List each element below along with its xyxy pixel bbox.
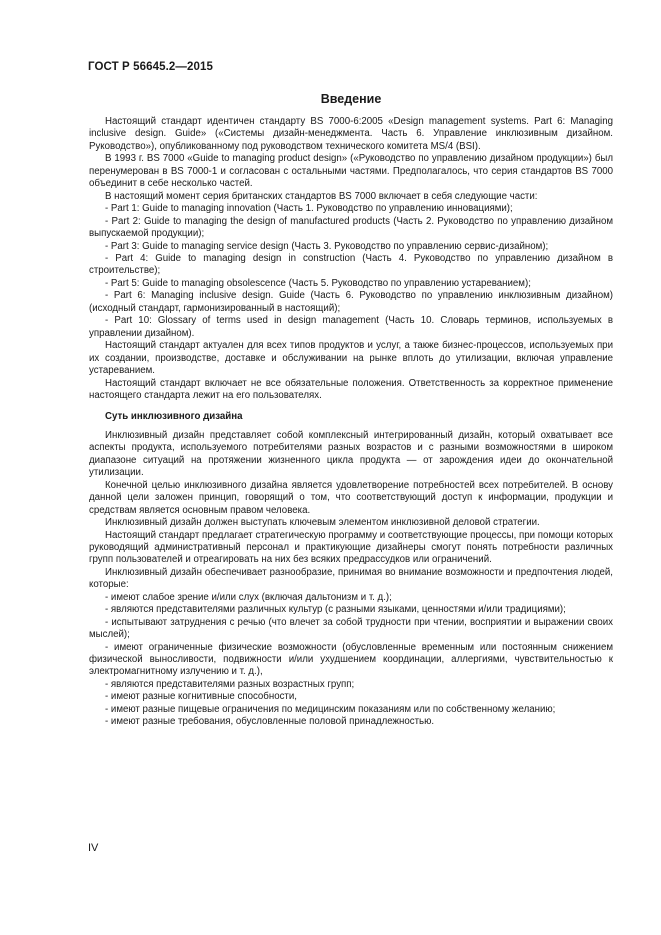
paragraph: Инклюзивный дизайн обеспечивает разнообразие, принимая во внимание возможности и предпочтения людей, которые:: [89, 566, 613, 591]
paragraph: Настоящий стандарт актуален для всех типов продуктов и услуг, а также бизнес-процессов, используемых при их создании, производстве, доставке и обслуживании на рынке вплоть до утилизации, включая управление устареванием.: [89, 340, 613, 377]
paragraph: В 1993 г. BS 7000 «Guide to managing product design» («Руководство по управлению дизайном продукции») был перенумерован в BS 7000-1 и согласован с остальными частями. Предполагалось, что серия стандартов BS 7000 объединит в себе несколько частей.: [89, 153, 613, 190]
page-title: Введение: [320, 92, 382, 106]
paragraph: Инклюзивный дизайн представляет собой комплексный интегрированный дизайн, который охватывает все аспекты продукта, используемого потребителями разных возрастов и с разными возможностями в широком диапазоне ситуаций на протяжении жизненного цикла продукта — от зарождения идеи до окончательной утилизации.: [89, 429, 613, 479]
list-item: - имеют разные пищевые ограничения по медицинским показаниям или по собственному желанию;: [105, 703, 556, 715]
paragraph: Настоящий стандарт предлагает стратегическую программу и соответствующие процессы, при помощи которых руководящий административный персонал и практикующие дизайнеры смогут понять потребности различных групп пользователей и отреагировать на них без всяких предрассудков или ограничений.: [89, 529, 613, 566]
list-item: - Part 4: Guide to managing design in construction (Часть 4. Руководство по управлению дизайном в строительстве);: [89, 252, 613, 277]
paragraph: В настоящий момент серия британских стандартов BS 7000 включает в себя следующие части:: [105, 190, 538, 202]
list-item: - Part 10: Glossary of terms used in design management (Часть 10. Словарь терминов, используемых в управлении дизайном).: [89, 315, 613, 339]
standard-designation: ГОСТ Р 56645.2—2015: [88, 61, 213, 73]
paragraph: Настоящий стандарт включает не все обязательные положения. Ответственность за корректное применение настоящего стандарта лежит на его пользователях.: [89, 377, 613, 401]
list-item: - испытывают затруднения с речью (что влечет за собой трудности при чтении, восприятии и выражении своих мыслей);: [89, 616, 613, 641]
traits-list: [89, 592, 613, 729]
list-item: - Part 6: Managing inclusive design. Guide (Часть 6. Руководство по управлению инклюзивным дизайном) (исходный стандарт, гармонизированный в настоящий);: [89, 290, 613, 314]
section-heading: Суть инклюзивного дизайна: [105, 411, 243, 423]
list-item: - имеют слабое зрение и/или слух (включая дальтонизм и т. д.);: [105, 591, 392, 603]
list-item: - являются представителями различных культур (с разными языками, ценностями и/или традициями);: [105, 604, 566, 616]
list-item: - имеют ограниченные физические возможности (обусловленные временным или постоянным снижением физической выносливости, подвижности и/или ухудшением координации, аллергиями, чувствительностью к электромагнитному излучению и т. д.),: [89, 641, 613, 678]
page-number: IV: [88, 842, 99, 854]
list-item: - имеют разные когнитивные способности,: [105, 691, 297, 703]
paragraph: Инклюзивный дизайн должен выступать ключевым элементом инклюзивной деловой стратегии.: [105, 517, 540, 529]
list-item: - Part 2: Guide to managing the design of manufactured products (Часть 2. Руководство по управлению дизайном выпускаемой продукции);: [89, 215, 613, 240]
list-item: - Part 5: Guide to managing obsolescence (Часть 5. Руководство по управлению устареванием);: [105, 277, 531, 289]
list-item: - имеют разные требования, обусловленные половой принадлежностью.: [105, 716, 435, 728]
paragraph: Настоящий стандарт идентичен стандарту BS 7000-6:2005 «Design management systems. Part 6: Managing inclusive design. Guide» («Системы дизайн-менеджмента. Часть 6. Управление инклюзивным дизайном. Руководство»), опубликованному под руководством технического комитета MS/4 (BSI).: [89, 116, 613, 152]
list-item: - Part 3: Guide to managing service design (Часть 3. Руководство по управлению сервис-дизайном);: [105, 240, 549, 252]
parts-list: [89, 203, 613, 340]
paragraph: Конечной целью инклюзивного дизайна является удовлетворение потребностей всех потребителей. В основу данной цели заложен принцип, говорящий о том, что соответствующий доступ к информации, продукции и средствам является основным правом человека.: [89, 479, 613, 516]
page-content: [89, 92, 613, 729]
list-item: - являются представителями разных возрастных групп;: [105, 678, 355, 690]
list-item: - Part 1: Guide to managing innovation (Часть 1. Руководство по управлению инновациями);: [105, 203, 513, 215]
